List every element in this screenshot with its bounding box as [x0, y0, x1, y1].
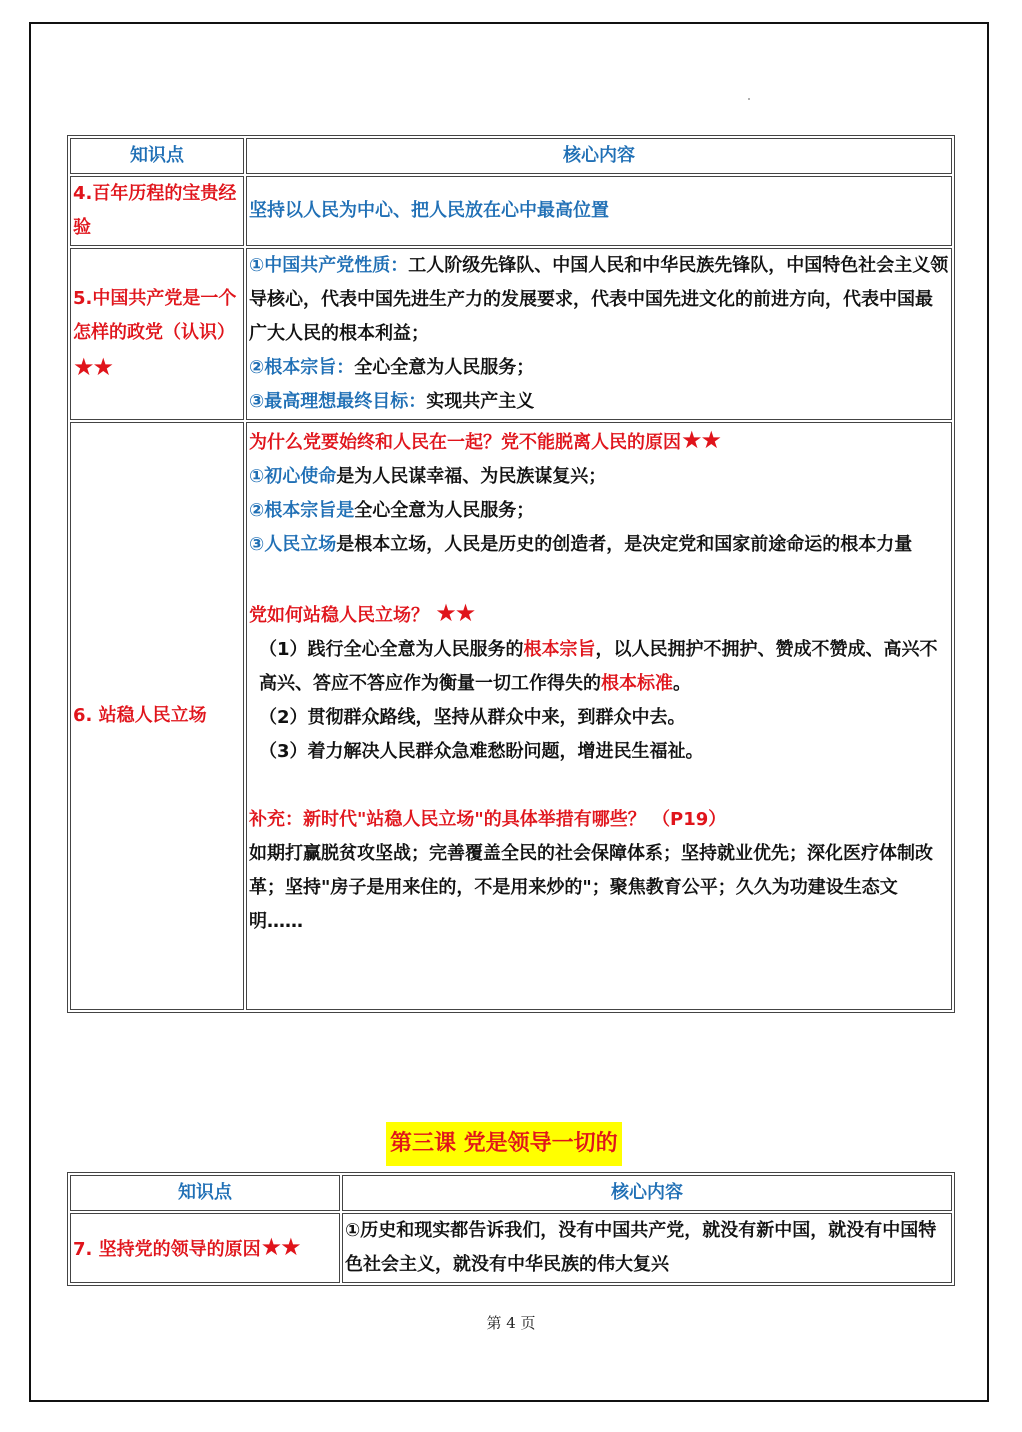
row6-point1 [249, 633, 949, 701]
row5-text1: 工人阶级先锋队、中国人民和中华民族先锋队，中国特色社会主义领导核心，代表中国先进生产力的发展要求，代表中国先进文化的前进方向，代表中国最广大人民的根本利益； [249, 255, 949, 344]
row5-text2: 全心全意为人民服务； [354, 357, 535, 378]
row6-answer3-label: ③人民立场 [249, 534, 337, 555]
star-rating-icon: ★★ [73, 352, 113, 381]
row7-knowledge [70, 1213, 340, 1283]
table-row [70, 176, 952, 246]
row6-knowledge: 6. 站稳人民立场 [70, 422, 244, 1010]
row4-content: 坚持以人民为中心、把人民放在心中最高位置 [246, 176, 952, 246]
table-row [70, 248, 952, 420]
row6-point2: （2）贯彻群众路线，坚持从群众中来，到群众中去。 [259, 707, 686, 728]
row5-content [246, 248, 952, 420]
row6-point3: （3）着力解决人民群众急难愁盼问题，增进民生福祉。 [259, 741, 704, 762]
speck [748, 98, 750, 100]
star-rating-icon: ★★ [435, 599, 475, 627]
header-knowledge-point: 知识点 [70, 138, 244, 174]
row6-answer1-text: 是为人民谋幸福、为民族谋复兴； [336, 466, 607, 487]
row7-content: ①历史和现实都告诉我们，没有中国共产党，就没有新中国，就没有中国特色社会主义，就没有中华民族的伟大复兴 [342, 1213, 952, 1283]
row5-label2: ②根本宗旨： [249, 357, 355, 378]
row6-point1-pre: （1）践行全心全意为人民服务的 [259, 639, 524, 660]
row6-answer2-text: 全心全意为人民服务； [354, 500, 535, 521]
spacer [249, 562, 949, 596]
row6-question2 [249, 596, 949, 633]
row5-text3: 实现共产主义 [426, 391, 535, 412]
table-header-row [70, 138, 952, 174]
row6-answer2-label: ②根本宗旨是 [249, 500, 355, 521]
knowledge-table-2 [67, 1172, 955, 1286]
row6-answer1-label: ①初心使命 [249, 466, 337, 487]
page-number: 第 4 页 [486, 1314, 536, 1332]
row5-label1: ①中国共产党性质： [249, 255, 409, 276]
header-core-content: 核心内容 [342, 1175, 952, 1211]
row6-question2-text: 党如何站稳人民立场？ [249, 605, 429, 626]
header-knowledge-point: 知识点 [70, 1175, 340, 1211]
row5-knowledge [70, 248, 244, 420]
table-header-row [70, 1175, 952, 1211]
lesson-title: 第三课 党是领导一切的 [386, 1122, 622, 1166]
header-core-content: 核心内容 [246, 138, 952, 174]
table-row [70, 422, 952, 1010]
star-rating-icon: ★★ [681, 426, 721, 454]
row6-answer1 [249, 460, 949, 494]
row5-line3 [249, 385, 949, 419]
row5-line2 [249, 351, 949, 385]
row6-supplement: 如期打赢脱贫攻坚战；完善覆盖全民的社会保障体系；坚持就业优先；深化医疗体制改革；坚持"房子是用来住的，不是用来炒的"；聚焦教育公平；久久为功建设生态文明…… [249, 843, 933, 932]
row5-label3: ③最高理想最终目标： [249, 391, 427, 412]
knowledge-table-1 [67, 135, 955, 1013]
row6-question3: 补充：新时代"站稳人民立场"的具体举措有哪些？ （P19） [249, 809, 727, 830]
row6-point1-red1: 根本宗旨 [523, 639, 596, 660]
row6-content [246, 422, 952, 1010]
star-rating-icon: ★★ [260, 1232, 300, 1261]
row6-point1-mid: ，以人民拥护不拥护、赞成不赞成、高兴不高兴、答应不答应作为衡量一切工作得失的 [259, 639, 938, 694]
table-row [70, 1213, 952, 1283]
row4-knowledge: 4.百年历程的宝贵经验 [70, 176, 244, 246]
row6-answer2 [249, 494, 949, 528]
row6-point1-end: 。 [673, 673, 691, 694]
row5-knowledge-text: 5.中国共产党是一个怎样的政党（认识） [73, 287, 237, 343]
row5-line1 [249, 249, 949, 351]
spacer [249, 769, 949, 803]
row6-answer3-text: 是根本立场，人民是历史的创造者，是决定党和国家前途命运的根本力量 [336, 534, 913, 555]
row6-point1-red2: 根本标准 [601, 673, 673, 694]
row6-question1-text: 为什么党要始终和人民在一起？党不能脱离人民的原因 [249, 432, 681, 453]
row6-question1 [249, 423, 949, 460]
row7-knowledge-text: 7. 坚持党的领导的原因 [73, 1238, 261, 1260]
row6-answer3 [249, 528, 949, 562]
